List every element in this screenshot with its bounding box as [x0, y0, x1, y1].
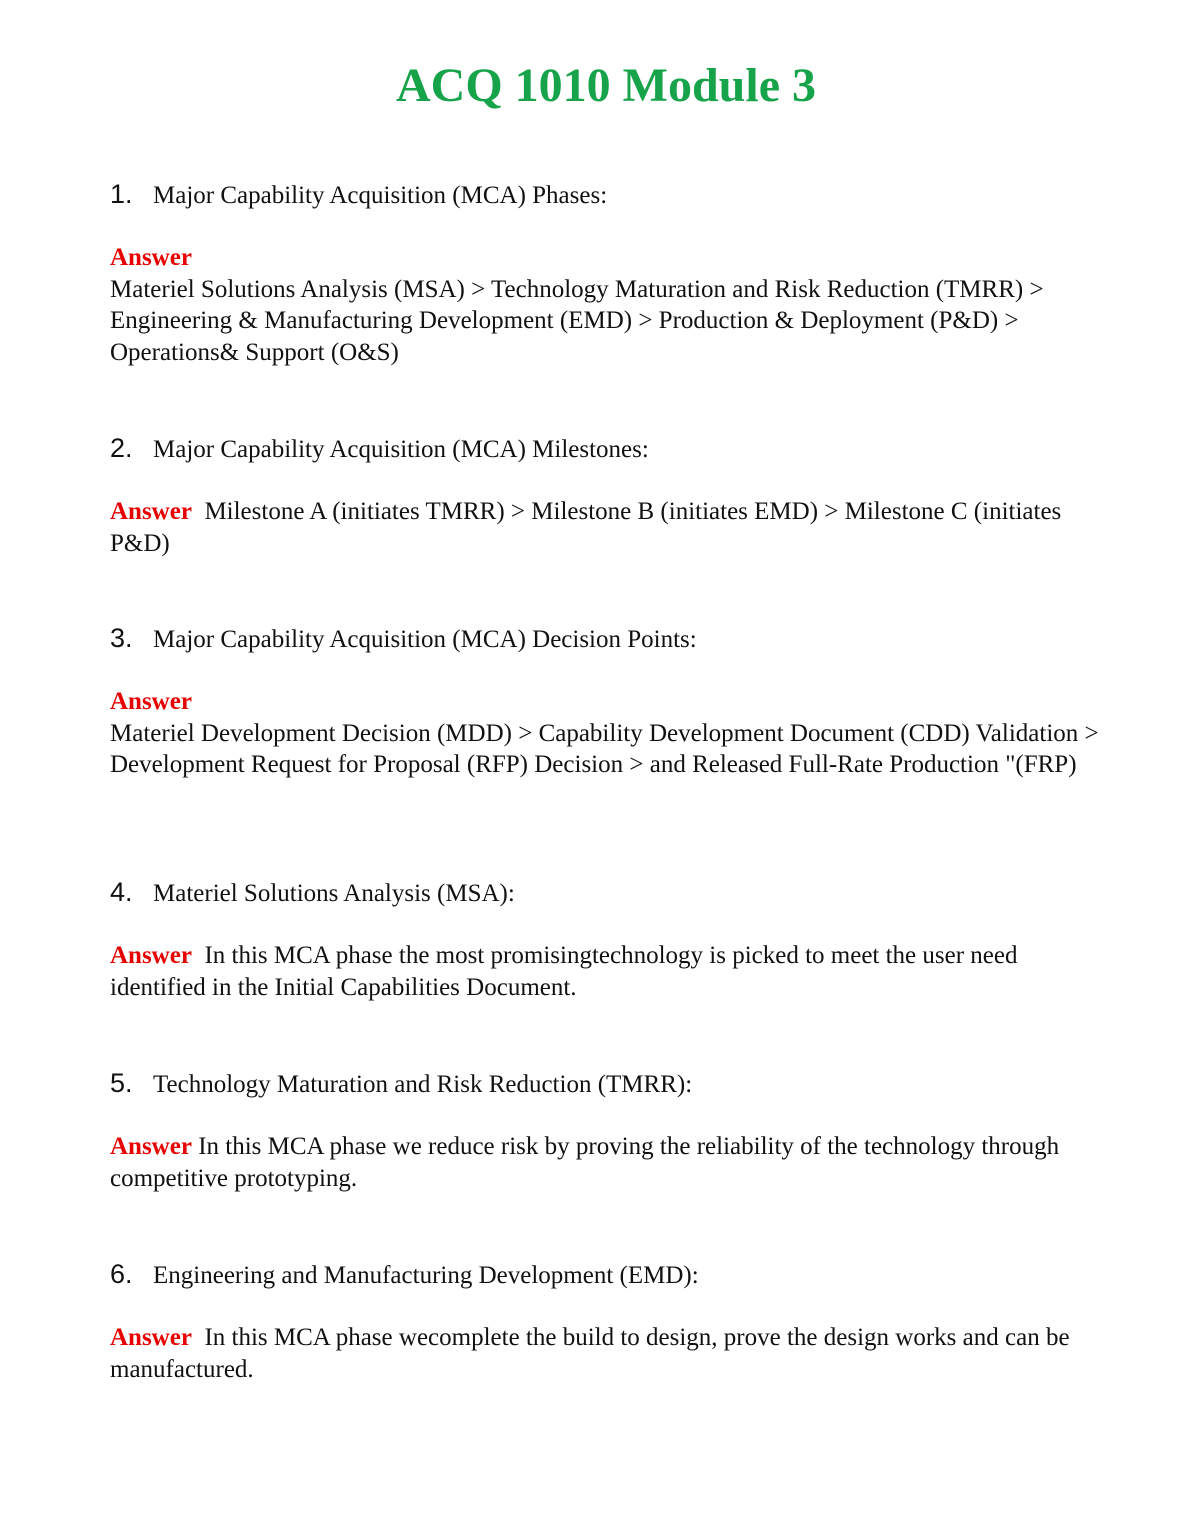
question-number: 2.	[110, 433, 133, 463]
question-text: Technology Maturation and Risk Reduction (TMRR):	[153, 1071, 693, 1098]
question	[110, 178, 1110, 212]
question-number: 1.	[110, 179, 133, 209]
qa-item-3	[110, 622, 1110, 781]
question	[110, 432, 1110, 466]
answer	[110, 242, 1110, 368]
answer-label: Answer	[110, 498, 192, 525]
answer-text: In this MCA phase wecomplete the build to design, prove the design works and can be manufactured.	[110, 1324, 1070, 1383]
question-number: 3.	[110, 623, 133, 653]
answer-label: Answer	[110, 942, 192, 969]
answer	[110, 940, 1110, 1003]
answer-label: Answer	[110, 688, 192, 715]
question-number: 5.	[110, 1068, 133, 1098]
qa-item-6	[110, 1258, 1110, 1385]
question-text: Major Capability Acquisition (MCA) Phases:	[153, 182, 608, 209]
question-number: 6.	[110, 1259, 133, 1289]
answer	[110, 686, 1110, 781]
document-title: ACQ 1010 Module 3	[396, 59, 816, 112]
answer	[110, 496, 1110, 559]
question-text: Materiel Solutions Analysis (MSA):	[153, 880, 515, 907]
question-text: Engineering and Manufacturing Development (EMD):	[153, 1262, 699, 1289]
question	[110, 622, 1110, 656]
qa-item-2	[110, 432, 1110, 559]
answer-text: In this MCA phase the most promisingtechnology is picked to meet the user need identified in the Initial Capabilities Document.	[110, 942, 1018, 1001]
qa-item-5	[110, 1067, 1110, 1194]
answer-text: Materiel Solutions Analysis (MSA) > Technology Maturation and Risk Reduction (TMRR) > Engineering & Manufacturing Development (EMD) > Production & Deployment (P&D) > Operations& Support (O&S)	[110, 275, 1044, 366]
question	[110, 1258, 1110, 1292]
answer-text: In this MCA phase we reduce risk by proving the reliability of the technology through competitive prototyping.	[110, 1133, 1060, 1192]
question-text: Major Capability Acquisition (MCA) Milestones:	[153, 436, 649, 463]
question-text: Major Capability Acquisition (MCA) Decision Points:	[153, 626, 697, 653]
answer-label: Answer	[110, 244, 192, 271]
question	[110, 1067, 1110, 1101]
question	[110, 876, 1110, 910]
question-number: 4.	[110, 877, 133, 907]
answer	[110, 1131, 1110, 1194]
answer-label: Answer	[110, 1324, 192, 1351]
answer-label: Answer	[110, 1133, 192, 1160]
qa-item-4	[110, 876, 1110, 1003]
answer-text: Materiel Development Decision (MDD) > Capability Development Document (CDD) Validation > Development Request for Proposal (RFP) Decision > and Released Full-Rate Production "(FRP)	[110, 719, 1099, 778]
qa-item-1	[110, 178, 1110, 368]
answer-text: Milestone A (initiates TMRR) > Milestone B (initiates EMD) > Milestone C (initiates P&D)	[110, 498, 1062, 557]
answer	[110, 1322, 1110, 1385]
